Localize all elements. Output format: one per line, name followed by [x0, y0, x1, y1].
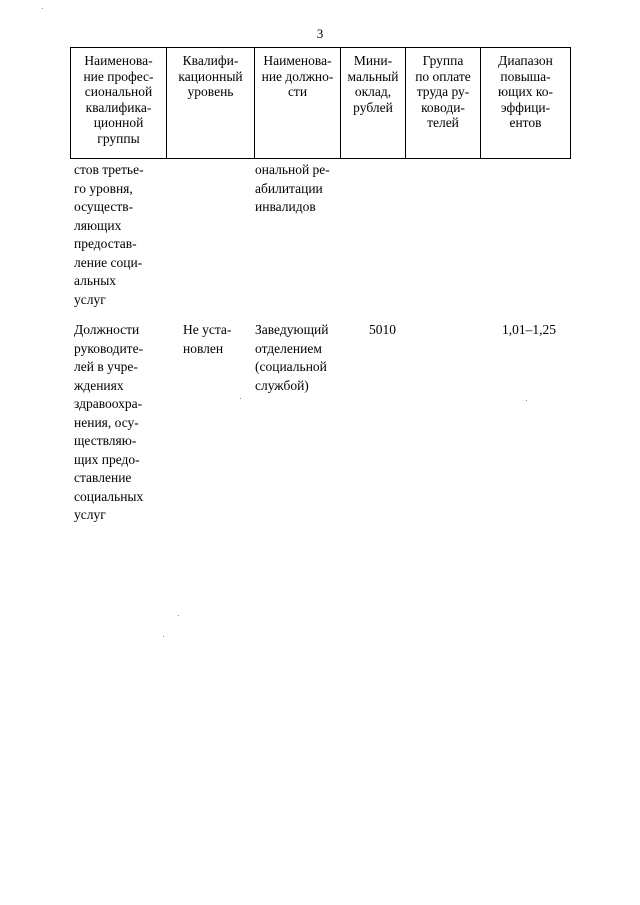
header-professional-group: Наименова- ние профес- сиональной квалифика- ционной группы — [71, 48, 167, 159]
header-coefficient-range: Диапазон повыша- ющих ко- эффици- ентов — [481, 48, 571, 159]
scan-speck — [240, 398, 241, 399]
page-number: 3 — [316, 26, 324, 41]
row2-salary-cell: 5010 — [369, 322, 396, 337]
header-qualification-level: Квалифи- кационный уровень — [167, 48, 255, 159]
row2-coefficient-cell: 1,01–1,25 — [502, 322, 556, 337]
scan-speck — [178, 615, 179, 616]
header-position-name: Наименова- ние должно- сти — [255, 48, 341, 159]
row2-position-cell: Заведующий отделением (социальной службой) — [255, 322, 329, 393]
row1-position-cell: ональной ре- абилитации инвалидов — [255, 162, 330, 214]
salary-table-header — [70, 47, 571, 159]
scan-speck — [42, 8, 43, 9]
scan-speck — [163, 636, 164, 637]
header-manager-pay-group: Группа по оплате труда ру- ководи- телей — [406, 48, 481, 159]
row2-level-cell: Не уста- новлен — [183, 322, 232, 356]
row2-group-cell: Должности руководите- лей в учре- ждениях здравоохра- нения, осу- ществляю- щих предо- ставление социальных услуг — [74, 322, 144, 522]
scan-speck — [526, 400, 527, 401]
header-minimum-salary: Мини- мальный оклад, рублей — [341, 48, 406, 159]
row1-group-cell: стов третье- го уровня, осуществ- ляющих предостав- ление соци- альных услуг — [74, 162, 144, 307]
